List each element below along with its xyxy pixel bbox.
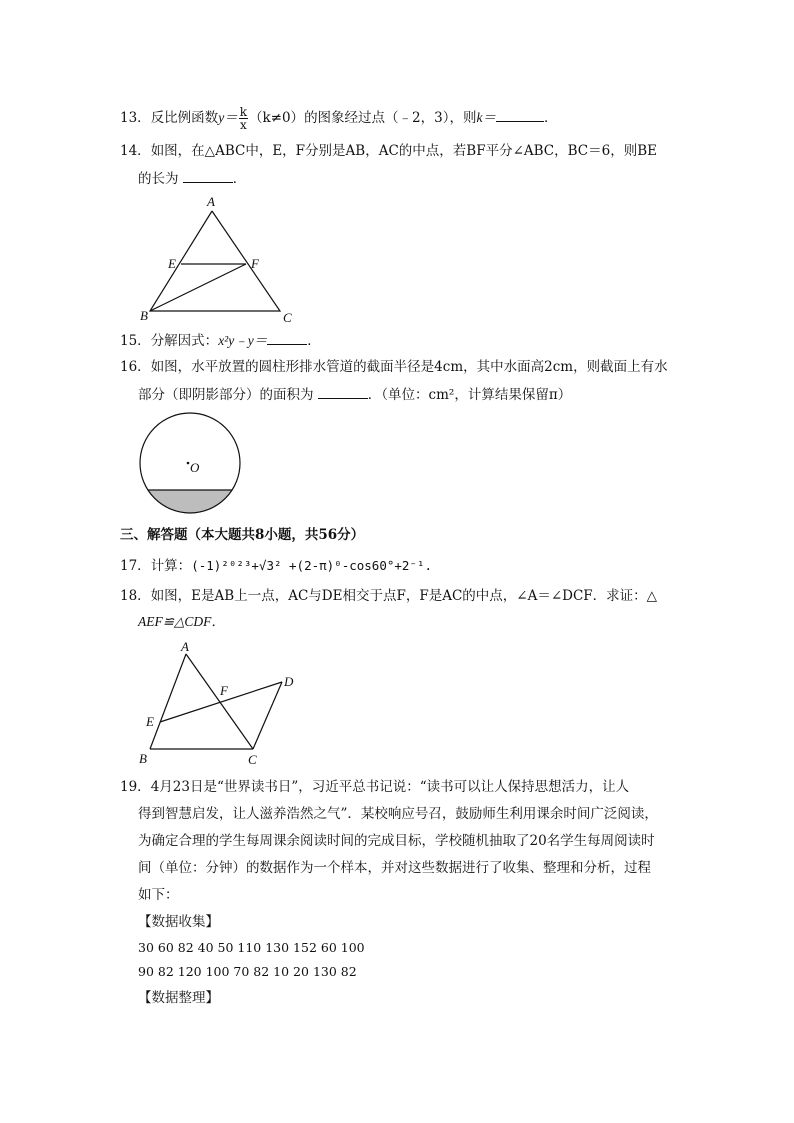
question-text-2: ．（单位：cm²，计算结果保留π） <box>367 387 572 403</box>
label-A: A <box>207 194 215 209</box>
label-F: F <box>251 256 259 271</box>
question-16-line-1 <box>120 357 668 377</box>
condition: （k≠0） <box>248 110 305 126</box>
question-number: 17． <box>120 558 151 574</box>
question-text-2: 的图象经过点（﹣2，3），则 <box>304 110 477 126</box>
label-B: B <box>139 751 147 766</box>
question-17 <box>120 556 432 576</box>
question-19-line-3: 为确定合理的学生每周课余阅读时间的完成目标，学校随机抽取了20名学生每周阅读时 <box>138 833 655 849</box>
data-row-2: 90 82 120 100 70 82 10 20 130 82 <box>138 964 357 979</box>
question-number: 16． <box>120 359 151 375</box>
section-title: 三、解答题（本大题共8小题，共56分） <box>120 527 365 543</box>
question-text: 如图，E是AB上一点，AC与DE相交于点F，F是AC的中点，∠A＝∠DCF．求证：△ <box>150 588 658 604</box>
question-text: 计算： <box>150 558 192 574</box>
label-C: C <box>283 310 292 325</box>
question-number: 14． <box>120 143 151 159</box>
question-16-line-2 <box>138 384 571 405</box>
label-E: E <box>168 256 176 271</box>
answer-blank[interactable] <box>267 330 307 345</box>
period: ． <box>544 110 558 126</box>
question-text: 的长为 <box>138 171 179 187</box>
question-19-line-2: 得到智慧启发，让人滋养浩然之气”．某校响应号召，鼓励师生利用课余时间广泛阅读， <box>138 806 658 822</box>
q16-pipe-figure <box>140 413 240 513</box>
equation-lhs: y＝ <box>218 110 238 125</box>
period: ． <box>307 333 321 349</box>
center-label: O <box>190 460 200 475</box>
data-collection-heading: 【数据收集】 <box>138 914 219 930</box>
question-text: 分解因式： <box>150 333 219 349</box>
expression: x²y﹣y＝ <box>218 333 268 348</box>
period: ． <box>232 171 247 187</box>
question-number: 19． <box>120 779 151 795</box>
question-text: 如图，水平放置的圆柱形排水管道的截面半径是4cm，其中水面高2cm，则截面上有水 <box>150 359 668 375</box>
label-A: A <box>181 639 189 654</box>
label-C: C <box>248 752 257 767</box>
q14-triangle-figure <box>140 194 292 325</box>
question-number: 15． <box>120 333 151 349</box>
fraction-denominator: x <box>239 118 247 132</box>
label-F: F <box>220 683 228 698</box>
question-19-line-5: 如下： <box>138 887 179 903</box>
question-15 <box>120 330 321 351</box>
label-D: D <box>284 674 294 689</box>
question-text: 反比例函数 <box>150 110 219 126</box>
fraction-numerator: k <box>239 105 247 119</box>
question-18-line-1 <box>120 586 657 606</box>
question-text: AEF≌△CDF． <box>138 614 225 629</box>
answer-blank[interactable] <box>318 384 368 399</box>
question-19-line-4: 间（单位：分钟）的数据作为一个样本，并对这些数据进行了收集、整理和分析，过程 <box>138 860 651 876</box>
expression: (-1)²⁰²³+√3² +(2-π)⁰-cos60°+2⁻¹. <box>191 558 433 573</box>
data-row-1: 30 60 82 40 50 110 130 152 60 100 <box>138 940 365 955</box>
question-text: 4月23日是“世界读书日”，习近平总书记说：“读书可以让人保持思想活力，让人 <box>150 779 630 795</box>
q18-figure <box>139 639 294 767</box>
question-number: 18． <box>120 588 151 604</box>
question-18-line-2 <box>138 612 225 632</box>
question-number: 13． <box>120 110 151 126</box>
label-B: B <box>140 308 148 323</box>
label-E: E <box>146 714 154 729</box>
question-19-line-1 <box>120 777 629 797</box>
data-organize-heading: 【数据整理】 <box>138 990 219 1006</box>
question-text: 部分（即阴影部分）的面积为 <box>138 387 314 403</box>
answer-prefix: k＝ <box>476 110 496 125</box>
question-text: 如图，在△ABC中，E，F分别是AB，AC的中点，若BF平分∠ABC，BC＝6，则BE <box>150 143 658 159</box>
